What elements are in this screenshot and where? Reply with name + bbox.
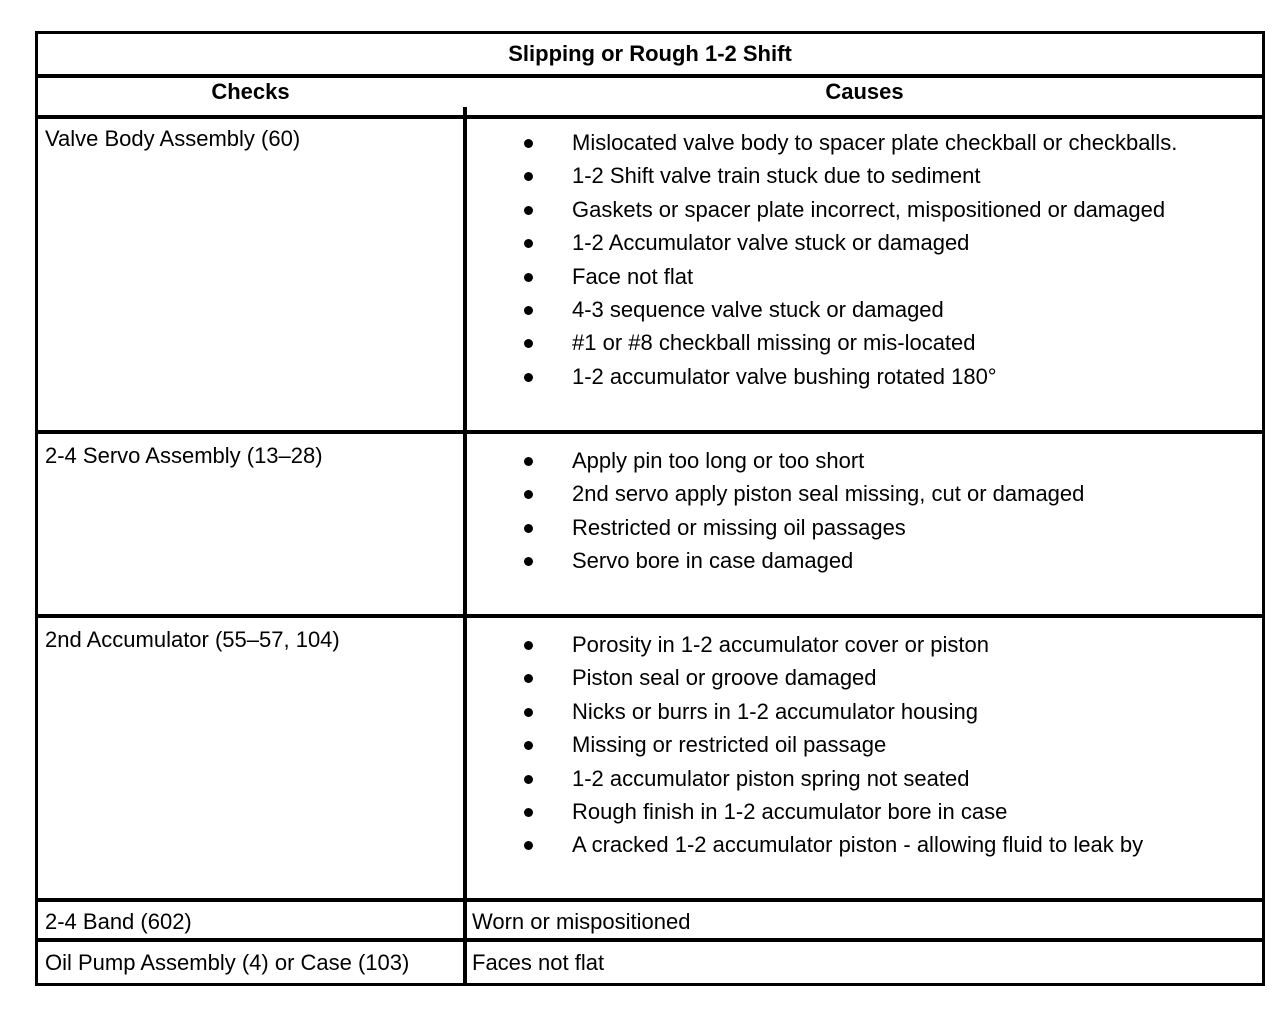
causes-list-servo — [468, 444, 1084, 578]
cause-item: A cracked 1-2 accumulator piston - allowing fluid to leak by — [468, 828, 1143, 861]
divider — [38, 614, 1262, 618]
header-checks: Checks — [211, 79, 290, 104]
cause-item: Restricted or missing oil passages — [468, 511, 1084, 544]
cause-item: Face not flat — [468, 260, 1177, 293]
cause-item: Servo bore in case damaged — [468, 544, 1084, 577]
divider — [38, 115, 1262, 119]
cause-item: Apply pin too long or too short — [468, 444, 1084, 477]
cause-item: 1-2 Shift valve train stuck due to sediment — [468, 159, 1177, 192]
cause-item: Mislocated valve body to spacer plate checkball or checkballs. — [468, 126, 1177, 159]
divider — [38, 430, 1262, 434]
check-valve-body-assembly: Valve Body Assembly (60) — [45, 126, 301, 151]
cause-item: Piston seal or groove damaged — [468, 661, 1143, 694]
check-2nd-accumulator: 2nd Accumulator (55–57, 104) — [45, 627, 340, 652]
check-servo-assembly: 2-4 Servo Assembly (13–28) — [45, 443, 323, 468]
causes-list-valve-body — [468, 126, 1177, 393]
cause-item: 2nd servo apply piston seal missing, cut or damaged — [468, 477, 1084, 510]
diagnosis-table — [35, 31, 1265, 986]
cause-item: Porosity in 1-2 accumulator cover or piston — [468, 628, 1143, 661]
cause-item: 1-2 Accumulator valve stuck or damaged — [468, 226, 1177, 259]
cause-item: Nicks or burrs in 1-2 accumulator housing — [468, 695, 1143, 728]
cause-2-4-band: Worn or mispositioned — [472, 909, 691, 934]
causes-list-accumulator — [468, 628, 1143, 862]
divider — [38, 938, 1262, 942]
cause-item: Missing or restricted oil passage — [468, 728, 1143, 761]
check-2-4-band: 2-4 Band (602) — [45, 909, 192, 934]
table-title: Slipping or Rough 1-2 Shift — [508, 41, 792, 66]
cause-item: 4-3 sequence valve stuck or damaged — [468, 293, 1177, 326]
cause-item: 1-2 accumulator piston spring not seated — [468, 762, 1143, 795]
cause-oil-pump: Faces not flat — [472, 950, 605, 975]
check-oil-pump-assembly: Oil Pump Assembly (4) or Case (103) — [45, 950, 410, 975]
cause-item: Gaskets or spacer plate incorrect, mispositioned or damaged — [468, 193, 1177, 226]
cause-item: Rough finish in 1-2 accumulator bore in case — [468, 795, 1143, 828]
column-divider — [463, 107, 467, 983]
cause-item: #1 or #8 checkball missing or mis-located — [468, 326, 1177, 359]
cause-item: 1-2 accumulator valve bushing rotated 180° — [468, 360, 1177, 393]
divider — [38, 898, 1262, 902]
header-causes: Causes — [825, 79, 904, 104]
